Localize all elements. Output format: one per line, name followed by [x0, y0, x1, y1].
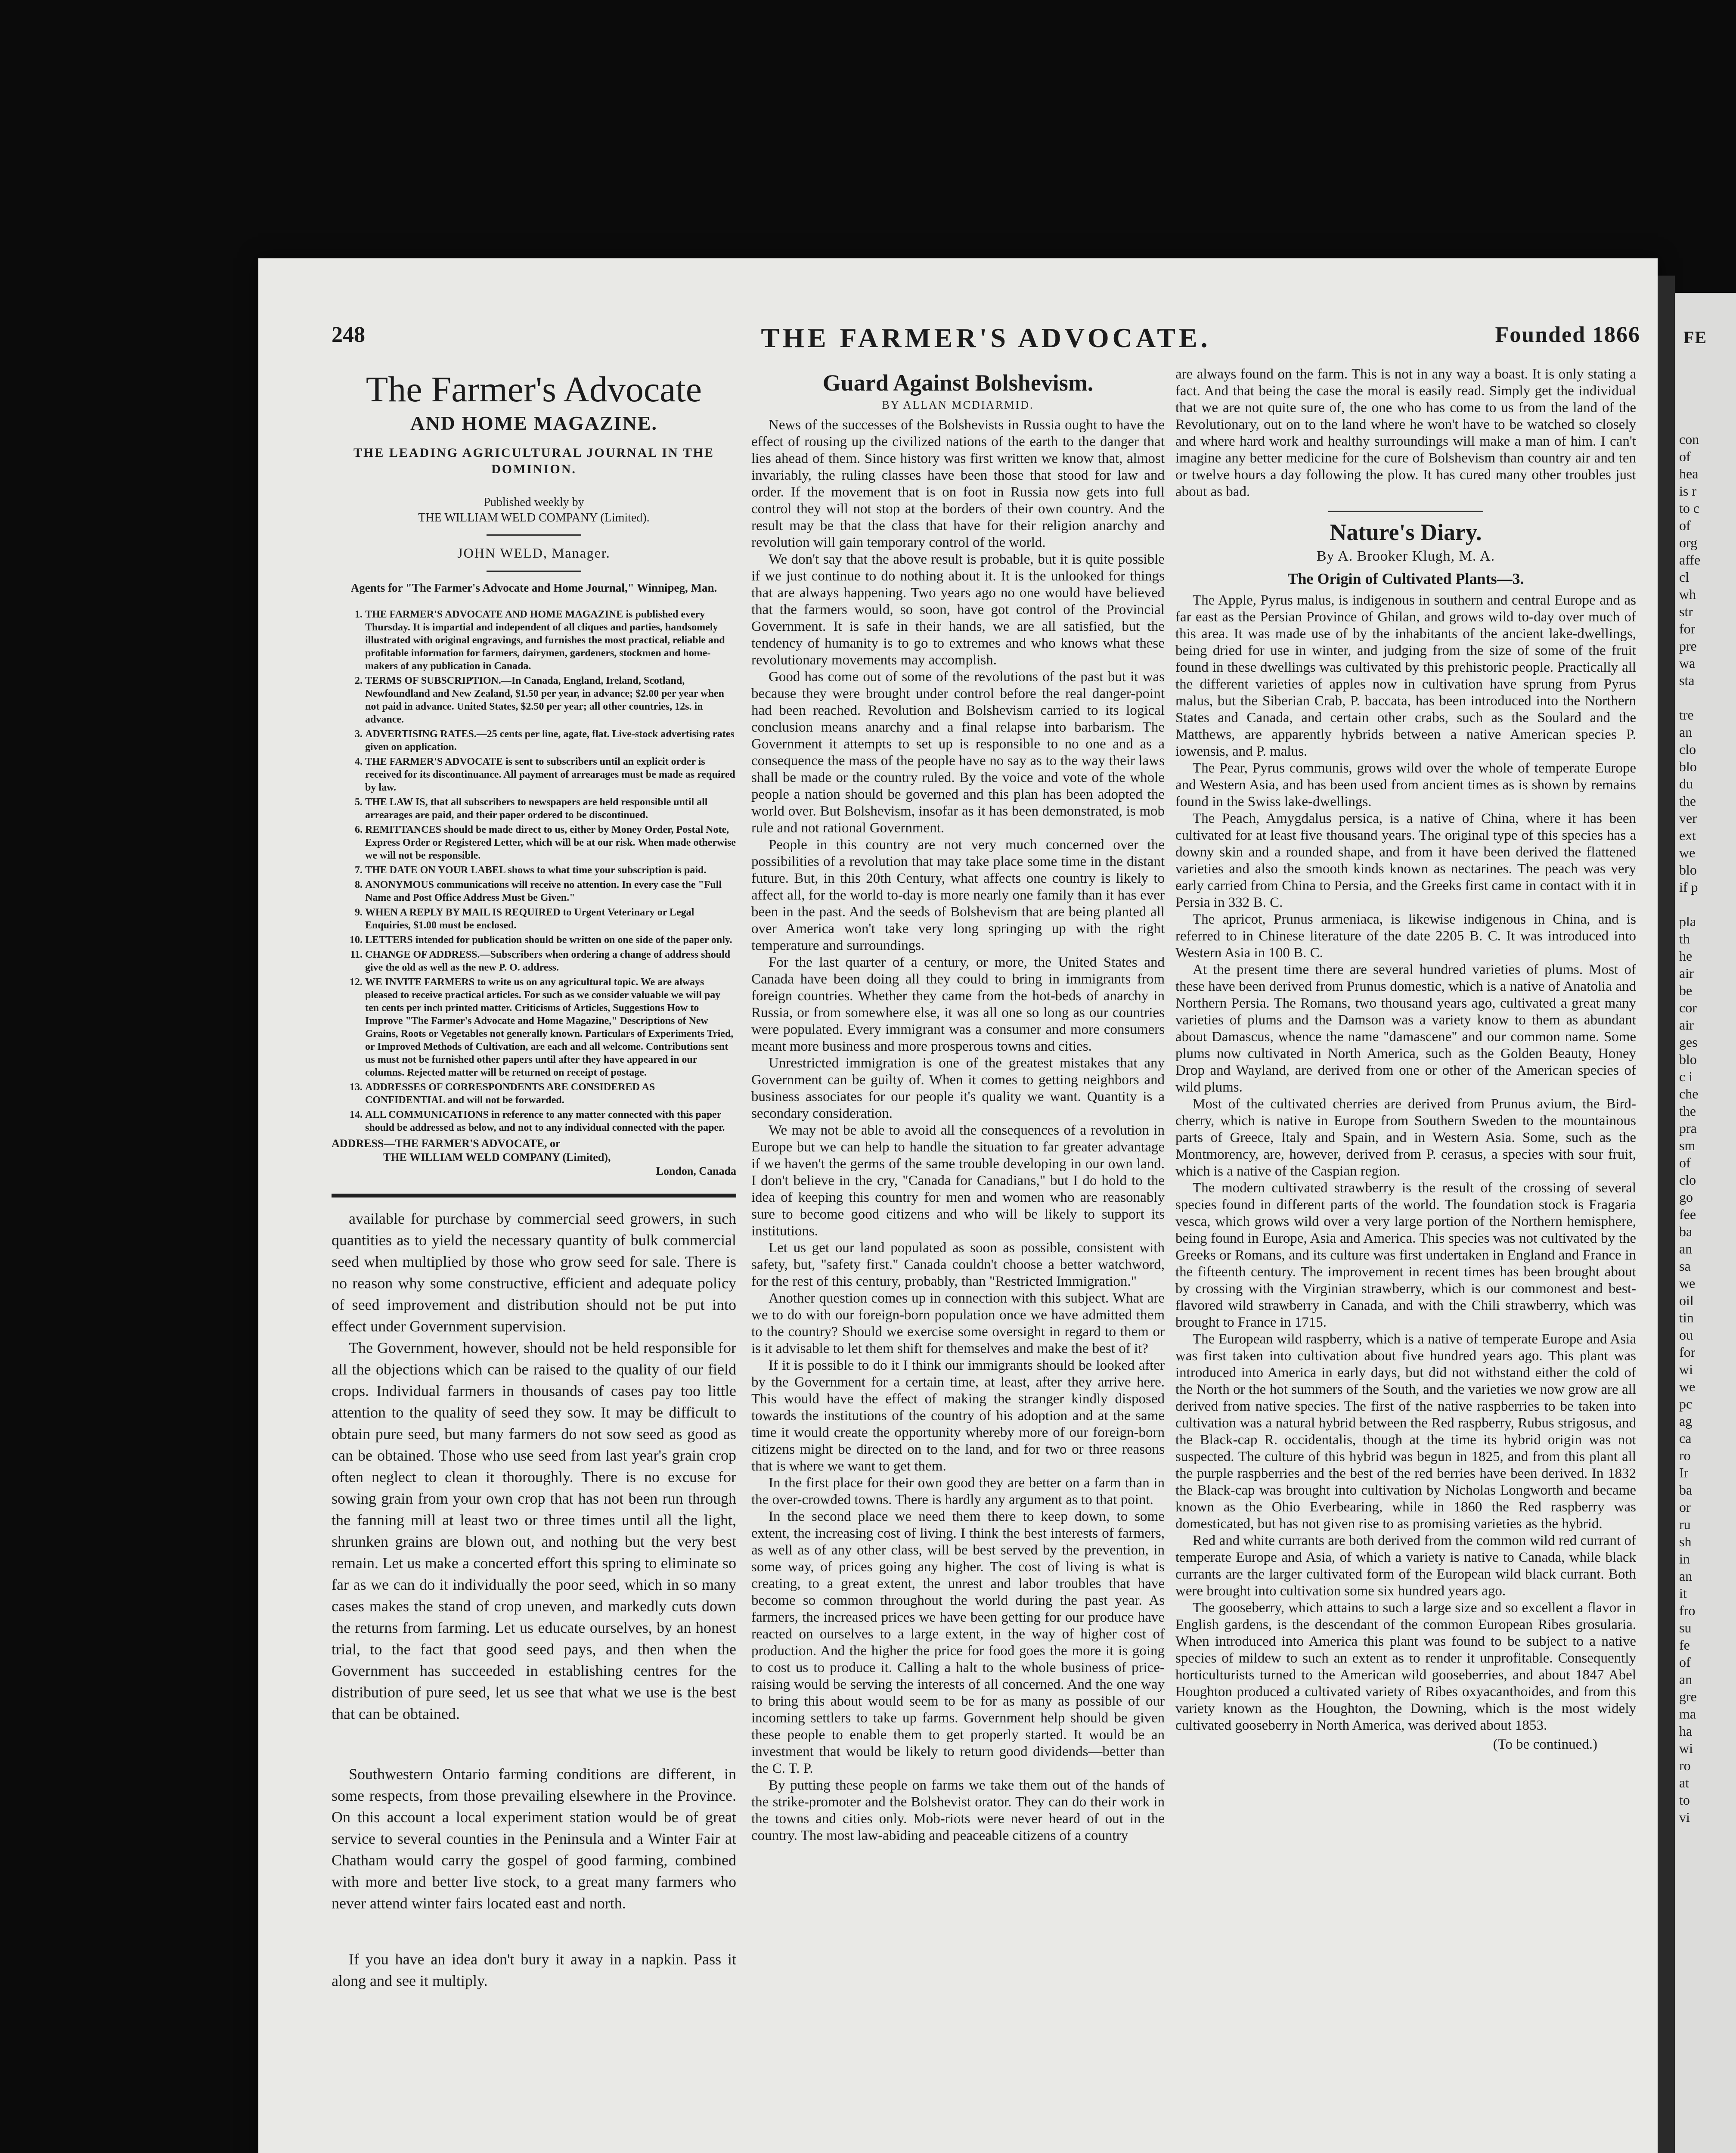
- paragraph: The gooseberry, which attains to such a large size and so excellent a flavor in English gardens, is the descendant of the common European Ribes grosularia. When introduced into America this plant was found to be subject to a native species of mildew to such an extent as to render it unprofitable. Consequently horticulturists turned to the American wild gooseberries, and about 1847 Abel Houghton produced a cultivated variety of Ribes oxyacanthoides, and from this variety known as the Houghton, the Downing, which is the most widely cultivated gooseberry in North America, was derived about 1853.: [1175, 1600, 1636, 1733]
- adjacent-page-header: FE: [1683, 328, 1708, 347]
- paragraph: People in this country are not very much concerned over the possibilities of a revolution that may take place some time in the distant future. But, in this 20th Century, what affects one country is likely to affect all, for the world to-day is more nearly one family than it has ever been in the past. And the seeds of Bolshevism that are being planted all over America won't take very long springing up with the right temperature and surroundings.: [751, 837, 1165, 953]
- rule-item: 11. CHANGE OF ADDRESS.—Subscribers when ordering a change of address should give the old as well as the new P. O. address.: [365, 948, 736, 974]
- paragraph: The European wild raspberry, which is a native of temperate Europe and Asia was first taken into cultivation about five hundred years ago. This plant was introduced into America in early days, but did not withstand either the cold of the North or the hot summers of the South, and the varieties we now grow are all derived from native species. The first of the native raspberries to be taken into cultivation was a natural hybrid between the Red raspberry, Rubus strigosus, and the Black-cap R. occidentalis, though at the time its hybrid origin was not suspected. The culture of this hybrid was begun in 1825, and from this plant all the purple raspberries and the best of the red berries have been derived. In 1832 the Black-cap was brought into cultivation by Nicholas Longworth and became known as the Ohio Everbearing, while in 1860 the Red raspberry was domesticated, but has not given rise to as promising varieties as the hybrid.: [1175, 1331, 1636, 1532]
- rule-item: 13. ADDRESSES OF CORRESPONDENTS ARE CONSIDERED AS CONFIDENTIAL and will not be forwarded.: [365, 1081, 736, 1107]
- right-column: [1175, 366, 1636, 1753]
- paragraph: If you have an idea don't bury it away in a napkin. Pass it along and see it multiply.: [332, 1951, 736, 1989]
- paragraph: The modern cultivated strawberry is the result of the crossing of several species found in different parts of the world. The foundation stock is Fragaria vesca, which grows wild over a very large portion of the Northern hemisphere, being found in Europe, Asia and America. This species was not cultivated by the Greeks or Romans, and its culture was first undertaken in England and France in the fifteenth century. The improvement in recent times has been brought about by crossing with the Virginian strawberry, which is our commonest and best-flavored wild strawberry in Canada, and with the Chili strawberry, which was brought to France in 1715.: [1175, 1180, 1636, 1330]
- paragraph: In the second place we need them there to keep down, to some extent, the increasing cost of living. I think the best interests of farmers, as well as of any other class, will be best served by the prevention, in some way, of prices going any higher. The cost of living is what is creating, to a great extent, the unrest and labor troubles that have become so common throughout the world during the past year. As farmers, the increased prices we have been getting for our produce have reacted on ourselves to a large extent, in the way of higher cost of production. And the higher the price for food goes the more it is going to cost us to produce it. Calling a halt to the whole business of price-raising would be serving the interests of all concerned. And the one way to bring this about would seem to be for as many as possible of our incoming settlers to take up farms. Government help should be given these people to enable them to get properly started. It would be an investment that would be likely to return good dividends—better than the C. T. P.: [751, 1509, 1165, 1776]
- founded-line: Founded 1866: [1495, 323, 1640, 347]
- book-spine: [1658, 276, 1675, 2153]
- page-number: 248: [332, 323, 365, 347]
- article-subhead: The Origin of Cultivated Plants—3.: [1287, 570, 1524, 587]
- section-rule: [332, 1194, 736, 1197]
- publication-tagline: THE LEADING AGRICULTURAL JOURNAL IN THE DOMINION.: [353, 446, 714, 476]
- publication-subtitle: AND HOME MAGAZINE.: [410, 412, 657, 434]
- paragraph: The Peach, Amygdalus persica, is a native of China, where it has been cultivated for at least five thousand years. The original type of this species has a downy skin and a rounded shape, and from it have been derived the flattened varieties and also the smooth kinds known as nectarines. The peach was very early carried from China to Persia, and the Greeks first came in contact with it in Persia in 332 B. C.: [1175, 811, 1636, 910]
- address-line: THE WILLIAM WELD COMPANY (Limited),: [383, 1151, 611, 1163]
- published-by: Published weekly by: [484, 496, 584, 509]
- paragraph: We don't say that the above result is probable, but it is quite possible if we just continue to do nothing about it. It is the unlooked for things that are always happening. Two years ago no one would have believed that the farmers would, so soon, have got control of the Provincial Government. It is safe in their hands, we are all satisfied, but the tendency of humanity is to go to extremes and who knows what these revolutionary movements may accomplish.: [751, 552, 1165, 668]
- paragraph: By putting these people on farms we take them out of the hands of the strike-promoter and the Bolshevist orator. They can do their work in the towns and cities only. Mob-riots were never heard of out in the country. The most law-abiding and peaceable citizens of a country: [751, 1778, 1165, 1843]
- publisher-address: [332, 1137, 736, 1178]
- paragraph: The Government, however, should not be held responsible for all the objections which can be raised to the quality of our field crops. Individual farmers in thousands of cases pay too little attention to the quality of seed they sow. It may be difficult to obtain pure seed, but many farmers do not sow seed as good as can be obtained. Those who use seed from last year's grain crop often neglect to clean it thoroughly. There is no excuse for sowing grain from your own crop that has not been run through the fanning mill at least two or three times until all the light, shrunken grains are blown out, and nothing but the very best remain. Let us make a concerted effort this spring to eliminate so far as we can do it individually the poor seed, which in so many cases makes the stand of crop uneven, and markedly cuts down the returns from farming. Let us educate ourselves, by an honest trial, to the fact that good seed pays, and then when the Government has succeeded in establishing centres for the distribution of pure seed, let us see that what we use is the best that can be obtained.: [332, 1339, 736, 1722]
- rule-item: 12. WE INVITE FARMERS to write us on any agricultural topic. We are always pleased to receive practical articles. For such as we consider valuable we will pay ten cents per inch printed matter. Criticisms of Articles, Suggestions How to Improve "The Farmer's Advocate and Home Magazine," Descriptions of New Grains, Roots or Vegetables not generally known. Particulars of Experiments Tried, or Improved Methods of Cultivation, are each and all welcome. Contributions sent us must not be furnished other papers until after they have appeared in our columns. Rejected matter will be returned on receipt of postage.: [365, 976, 736, 1079]
- divider: [1328, 511, 1483, 512]
- article-byline: BY ALLAN MCDIARMID.: [882, 399, 1034, 411]
- rule-item: 8. ANONYMOUS communications will receive no attention. In every case the "Full Name and Post Office Address Must be Given.": [365, 878, 736, 904]
- adjacent-page-text-fragments: con of hea is r to c of org affe cl wh str for pre wa sta tre an clo blo du the ver ext we blo if p pla th he air be cor air ges blo c i che the pra sm of clo go fee ba an sa we oil tin ou for wi we pc ag ca ro Ir ba or ru sh in an it fro su fe of an gre ma ha wi ro at to vi: [1679, 431, 1701, 1825]
- publication-title: The Farmer's Advocate: [366, 369, 702, 410]
- agents-line: Agents for "The Farmer's Advocate and Home Journal," Winnipeg, Man.: [350, 581, 717, 594]
- paragraph: The apricot, Prunus armeniaca, is likewise indigenous in China, and is referred to in Chinese literature of the date 2205 B. C. It was introduced into Western Asia in 100 B. C.: [1175, 912, 1636, 961]
- rule-item: 10. LETTERS intended for publication should be written on one side of the paper only.: [365, 934, 736, 946]
- publication-rules-list: [332, 608, 736, 1134]
- article-title: Nature's Diary.: [1330, 519, 1482, 545]
- left-column: [332, 366, 736, 1992]
- paragraph: We may not be able to avoid all the consequences of a revolution in Europe but we can help to handle the situation to far greater advantage if we haven't the germs of the same trouble developing in our own land. I don't believe in the cry, "Canada for Canadians," but I do hold to the idea of keeping this country for men and women who are reasonably sure to become good citizens and who will be likely to support its institutions.: [751, 1123, 1165, 1239]
- manager-line: JOHN WELD, Manager.: [457, 545, 611, 561]
- rule-item: 2. TERMS OF SUBSCRIPTION.—In Canada, England, Ireland, Scotland, Newfoundland and New Zealand, $1.50 per year, in advance; $2.00 per year when not paid in advance. United States, $2.50 per year; all other countries, 12s. in advance.: [365, 674, 736, 726]
- rule-item: 9. WHEN A REPLY BY MAIL IS REQUIRED to Urgent Veterinary or Legal Enquiries, $1.00 must be enclosed.: [365, 906, 736, 932]
- address-line: London, Canada: [656, 1165, 736, 1177]
- paragraph: available for purchase by commercial seed growers, in such quantities as to yield the necessary quantity of bulk commercial seed when multiplied by those who grow seed for sale. There is no reason why some constructive, efficient and adequate policy of seed improvement and distribution should not be put into effect under Government supervision.: [332, 1210, 736, 1335]
- paragraph: If it is possible to do it I think our immigrants should be looked after by the Government for a certain time, at least, after they arrive here. This would have the effect of making the stranger kindly disposed towards the institutions of the country of his adoption and at the same time it would create the opportunity whereby more of our foreign-born citizens might be directed on to the land, and for two or three reasons that is where we want to get them.: [751, 1358, 1165, 1474]
- divider: [487, 571, 581, 572]
- paragraph: Red and white currants are both derived from the common wild red currant of temperate Europe and Asia, of which a variety is native to Canada, while black currants are the larger cultivated form of the European wild black currant. Both were brought into cultivation some six hundred years ago.: [1175, 1533, 1636, 1599]
- paragraph: Another question comes up in connection with this subject. What are we to do with our foreign-born population once we have admitted them to the country? Should we exercise some oversight in regard to them or is it advisable to let them shift for themselves and make the best of it?: [751, 1291, 1165, 1356]
- paragraph: The Apple, Pyrus malus, is indigenous in southern and central Europe and as far east as the Persian Province of Ghilan, and grows wild to-day over much of this area. It was made use of by the inhabitants of the ancient lake-dwellings, being dried for use in winter, and judging from the size of some of the fruit found in these dwellings was cultivated by this prehistoric people. Practically all the different varieties of apples now in cultivation have sprung from Pyrus malus, but the Siberian Crab, P. baccata, has been introduced into the Northern States and Canada, and certain other crabs, such as the Soulard and the Matthews, are apparently hybrids between a native American species P. iowensis, and P. malus.: [1175, 593, 1636, 759]
- paragraph: At the present time there are several hundred varieties of plums. Most of these have been derived from Prunus domestic, which is a native of Anatolia and Northern Persia. The Romans, two thousand years ago, cultivated a great many varieties of plums and the Damson was a variety know to them as abundant about Damascus, whence the name "damascene" and our common name. Some plums now cultivated in North America, such as the Golden Beauty, Honey Drop and Wayland, are derived from one or other of the American species of wild plums.: [1175, 962, 1636, 1095]
- middle-column: [751, 366, 1165, 1844]
- rule-item: 1. THE FARMER'S ADVOCATE AND HOME MAGAZINE is published every Thursday. It is impartial and independent of all cliques and parties, handsomely illustrated with original engravings, and furnishes the most practical, reliable and profitable information for farmers, dairymen, gardeners, stockmen and home-makers of any publication in Canada.: [365, 608, 736, 673]
- publisher-name: THE WILLIAM WELD COMPANY (Limited).: [418, 511, 650, 524]
- rule-item: 7. THE DATE ON YOUR LABEL shows to what time your subscription is paid.: [365, 864, 736, 877]
- article-title: Guard Against Bolshevism.: [822, 370, 1094, 396]
- paragraph: Good has come out of some of the revolutions of the past but it was because they were brought under control before the real danger-point had been reached. Revolution and Bolshevism carried to its logical conclusion means anarchy and a final relapse into barbarism. The Government it attempts to set up is responsible to no one and as a consequence the mass of the people have no say as to the way their laws shall be made or the country ruled. By the voice and vote of the whole people a nation should be governed and this plan has been adopted the world over. But Bolshevism, insofar as it has been demonstrated, is mob rule and not rational Government.: [751, 669, 1165, 836]
- paragraph: Let us get our land populated as soon as possible, consistent with safety, but, "safety first." Canada couldn't choose a better watchword, for the rest of this century, probably, than "Restricted Immigration.": [751, 1240, 1165, 1289]
- rule-item: 14. ALL COMMUNICATIONS in reference to any matter connected with this paper should be addressed as below, and not to any individual connected with the paper.: [365, 1108, 736, 1134]
- seed-editorial: [332, 1208, 736, 1992]
- paragraph: For the last quarter of a century, or more, the United States and Canada have been doing all they could to bring in immigrants from foreign countries. Whether they came from the hot-beds of anarchy in Russia, or from somewhere else, it was all one so long as our countries were populated. Every immigrant was a consumer and more consumers meant more business and more prosperous towns and cities.: [751, 955, 1165, 1054]
- address-line: ADDRESS—THE FARMER'S ADVOCATE, or: [332, 1137, 561, 1150]
- rule-item: 3. ADVERTISING RATES.—25 cents per line, agate, flat. Live-stock advertising rates given on application.: [365, 728, 736, 754]
- running-masthead: THE FARMER'S ADVOCATE.: [761, 323, 1211, 353]
- divider: [487, 534, 581, 536]
- paragraph: In the first place for their own good they are better on a farm than in the over-crowded towns. There is hardly any argument as to that point.: [751, 1475, 1165, 1508]
- paragraph: Unrestricted immigration is one of the greatest mistakes that any Government can be guilty of. When it comes to getting neighbors and business associates for our people it's quality we want. Quantity is a secondary consideration.: [751, 1055, 1165, 1121]
- paragraph: Most of the cultivated cherries are derived from Prunus avium, the Bird-cherry, which is native in Europe from Southern Sweden to the mountainous parts of Greece, Italy and Spain, and in Western Asia. Some, such as the Montmorency, are, however, derived from P. cerasus, a species with sour fruit, which is a native of the Caspian region.: [1175, 1096, 1636, 1179]
- continued-note: (To be continued.): [1493, 1737, 1597, 1752]
- adjacent-page-edge: [1675, 293, 1736, 2153]
- rule-item: 4. THE FARMER'S ADVOCATE is sent to subscribers until an explicit order is received for its discontinuance. All payment of arrearages must be made as required by law.: [365, 755, 736, 794]
- rule-item: 5. THE LAW IS, that all subscribers to newspapers are held responsible until all arrearages are paid, and their paper ordered to be discontinued.: [365, 796, 736, 822]
- paragraph: The Pear, Pyrus communis, grows wild over the whole of temperate Europe and Western Asia, and has been used from ancient times as is shown by remains found in the Swiss lake-dwellings.: [1175, 760, 1636, 810]
- page-header: [332, 322, 1640, 352]
- paragraph: are always found on the farm. This is not in any way a boast. It is only stating a fact. And that being the case the moral is easily read. Simply get the individual that we are not quite sure of, the one who has come to us from the land of the Revolutionary, out on to the land where he won't have to be watched so closely and where hard work and healthy surroundings will make a man of him. I can't imagine any better medicine for the cure of Bolshevism than country air and ten or twelve hours a day following the plow. It has cured many other troubles just about as bad.: [1175, 366, 1636, 499]
- rule-item: 6. REMITTANCES should be made direct to us, either by Money Order, Postal Note, Express Order or Registered Letter, which will be at our risk. When made otherwise we will not be responsible.: [365, 823, 736, 862]
- paragraph: Southwestern Ontario farming conditions are different, in some respects, from those prevailing elsewhere in the Province. On this account a local experiment station would be of great service to several counties in the Peninsula and a Winter Fair at Chatham would carry the gospel of good farming, combined with more and better live stock, to a great many farmers who never attend winter fairs located east and north.: [332, 1765, 736, 1912]
- article-byline: By A. Brooker Klugh, M. A.: [1316, 548, 1495, 564]
- paragraph: News of the successes of the Bolshevists in Russia ought to have the effect of rousing up the civilized nations of the earth to the danger that lies ahead of them. Since history was first written we know that, almost invariably, the ruling classes have been those that stood for law and order. If the movement that is on foot in Russia now gets into full control they will not stop at the borders of their own country. And the result may be that the class that have for their religion anarchy and revolution will gain temporary control of the world.: [751, 417, 1165, 550]
